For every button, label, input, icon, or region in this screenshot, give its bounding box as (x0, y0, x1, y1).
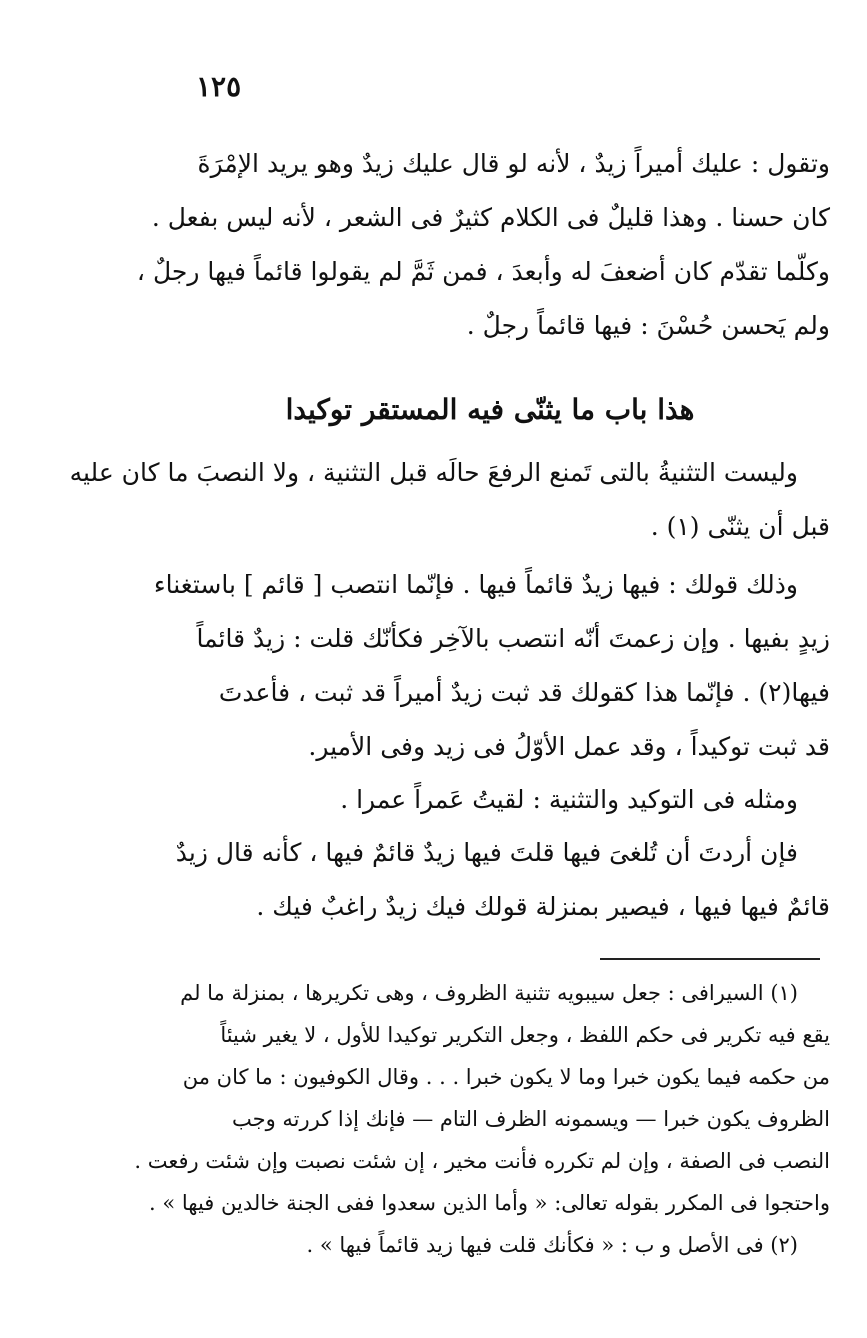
text-line: فإن أردتَ أن تُلغىَ فيها قلتَ فيها زيدٌ قائمٌ فيها ، كأنه قال زيدٌ (175, 838, 798, 867)
text-line: وتقول : عليك أميراً زيدٌ ، لأنه لو قال عليك زيدٌ وهو يريد الإمْرَةَ (197, 149, 830, 178)
text-line: ولم يَحسن حُسْنَ : فيها قائماً رجلٌ . (466, 311, 830, 340)
section-heading: هذا باب ما يثنّى فيه المستقر توكيدا (285, 393, 695, 426)
paragraph-4 (150, 773, 830, 827)
text-line: قائمٌ فيها فيها ، فيصير بمنزلة قولك فيك زيدٌ راغبٌ فيك . (256, 892, 830, 921)
paragraph-3 (150, 558, 830, 774)
footnote-line: واحتجوا فى المكرر بقوله تعالى: « وأما الذين سعدوا ففى الجنة خالدين فيها » . (149, 1191, 830, 1215)
text-line: قد ثبت توكيداً ، وقد عمل الأوّلُ فى زيد وفى الأمير. (308, 732, 830, 761)
footnote-line: يقع فيه تكرير فى حكم اللفظ ، وجعل التكرير توكيدا للأول ، لا يغير شيئاً (220, 1023, 830, 1047)
text-line: كان حسنا . وهذا قليلٌ فى الكلام كثيرٌ فى الشعر ، لأنه ليس بفعل . (151, 203, 830, 232)
text-line: وكلّما تقدّم كان أضعفَ له وأبعدَ ، فمن ثَمَّ لم يقولوا قائماً فيها رجلٌ ، (136, 257, 830, 286)
paragraph-2 (69, 446, 830, 554)
paragraph-1 (136, 137, 830, 353)
text-line: زيدٍ بفيها . وإن زعمتَ أنّه انتصب بالآخِر فكأنّك قلت : زيدٌ قائماً (196, 624, 830, 653)
page-number: ١٢٥ (196, 70, 242, 103)
footnote-line: من حكمه فيما يكون خبرا وما لا يكون خبرا . . . وقال الكوفيون : ما كان من (182, 1065, 830, 1089)
footnote-line: النصب فى الصفة ، وإن لم تكرره فأنت مخير ، إن شئت نصبت وإن شئت رفعت . (134, 1149, 830, 1173)
text-line: قبل أن يثنّى (١) . (650, 512, 830, 541)
footnote-line: (١) السيرافى : جعل سيبويه تثنية الظروف ، وهى تكريرها ، بمنزلة ما لم (180, 981, 798, 1005)
text-line: فيها(٢) . فإنّما هذا كقولك قد ثبت زيدٌ أميراً قد ثبت ، فأعدتَ (218, 678, 830, 707)
footnotes (134, 972, 830, 1266)
text-line: وذلك قولك : فيها زيدٌ قائماً فيها . فإنّما انتصب [ قائم ] باستغناء (153, 570, 798, 599)
footnote-line: (٢) فى الأصل و ب : « فكأنك قلت فيها زيد قائماً فيها » . (306, 1233, 798, 1257)
footnote-separator (600, 958, 820, 960)
footnote-line: الظروف يكون خبرا — ويسمونه الظرف التام — فإنك إذا كررته وجب (231, 1107, 830, 1131)
paragraph-5 (150, 826, 830, 934)
text-line: وليست التثنيةُ بالتى تَمنع الرفعَ حالَه قبل التثنية ، ولا النصبَ ما كان عليه (69, 458, 798, 487)
text-line: ومثله فى التوكيد والتثنية : لقيتُ عَمراً عمرا . (340, 785, 798, 814)
